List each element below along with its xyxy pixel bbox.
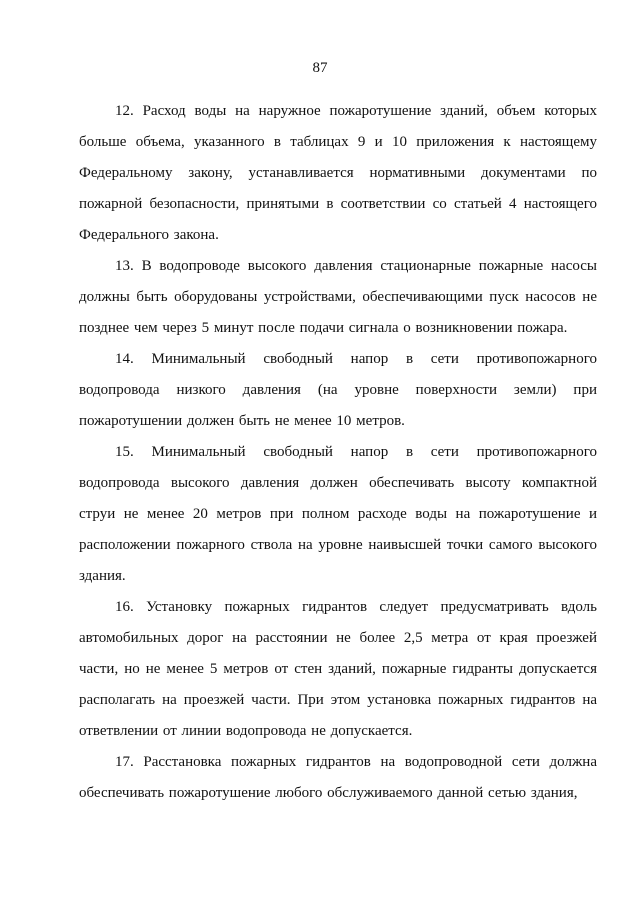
paragraph-15: 15. Минимальный свободный напор в сети противопожарного водопровода высокого давления должен обеспечивать высоту компактной струи не менее 20 метров при полном расходе воды на пожаротушение и расположении пожарного ствола на уровне наивысшей точки самого высокого здания. [79,444,597,584]
paragraph-16: 16. Установку пожарных гидрантов следует предусматривать вдоль автомобильных дорог на расстоянии не более 2,5 метра от края проезжей части, но не менее 5 метров от стен зданий, пожарные гидранты допускается располагать на проезжей части. При этом установка пожарных гидрантов на ответвлении от линии водопровода не допускается. [79,599,597,739]
paragraph-14: 14. Минимальный свободный напор в сети противопожарного водопровода низкого давления (на уровне поверхности земли) при пожаротушении должен быть не менее 10 метров. [79,351,597,429]
paragraph-12: 12. Расход воды на наружное пожаротушение зданий, объем которых больше объема, указанного в таблицах 9 и 10 приложения к настоящему Федеральному закону, устанавливается нормативными документами по пожарной безопасности, принятыми в соответствии со статьей 4 настоящего Федерального закона. [79,103,597,243]
paragraph-13: 13. В водопроводе высокого давления стационарные пожарные насосы должны быть оборудованы устройствами, обеспечивающими пуск насосов не позднее чем через 5 минут после подачи сигнала о возникновении пожара. [79,258,597,336]
page-number: 87 [312,60,328,76]
paragraph-17: 17. Расстановка пожарных гидрантов на водопроводной сети должна обеспечивать пожаротушение любого обслуживаемого данной сетью здания, [79,754,597,801]
document-body [79,96,597,809]
